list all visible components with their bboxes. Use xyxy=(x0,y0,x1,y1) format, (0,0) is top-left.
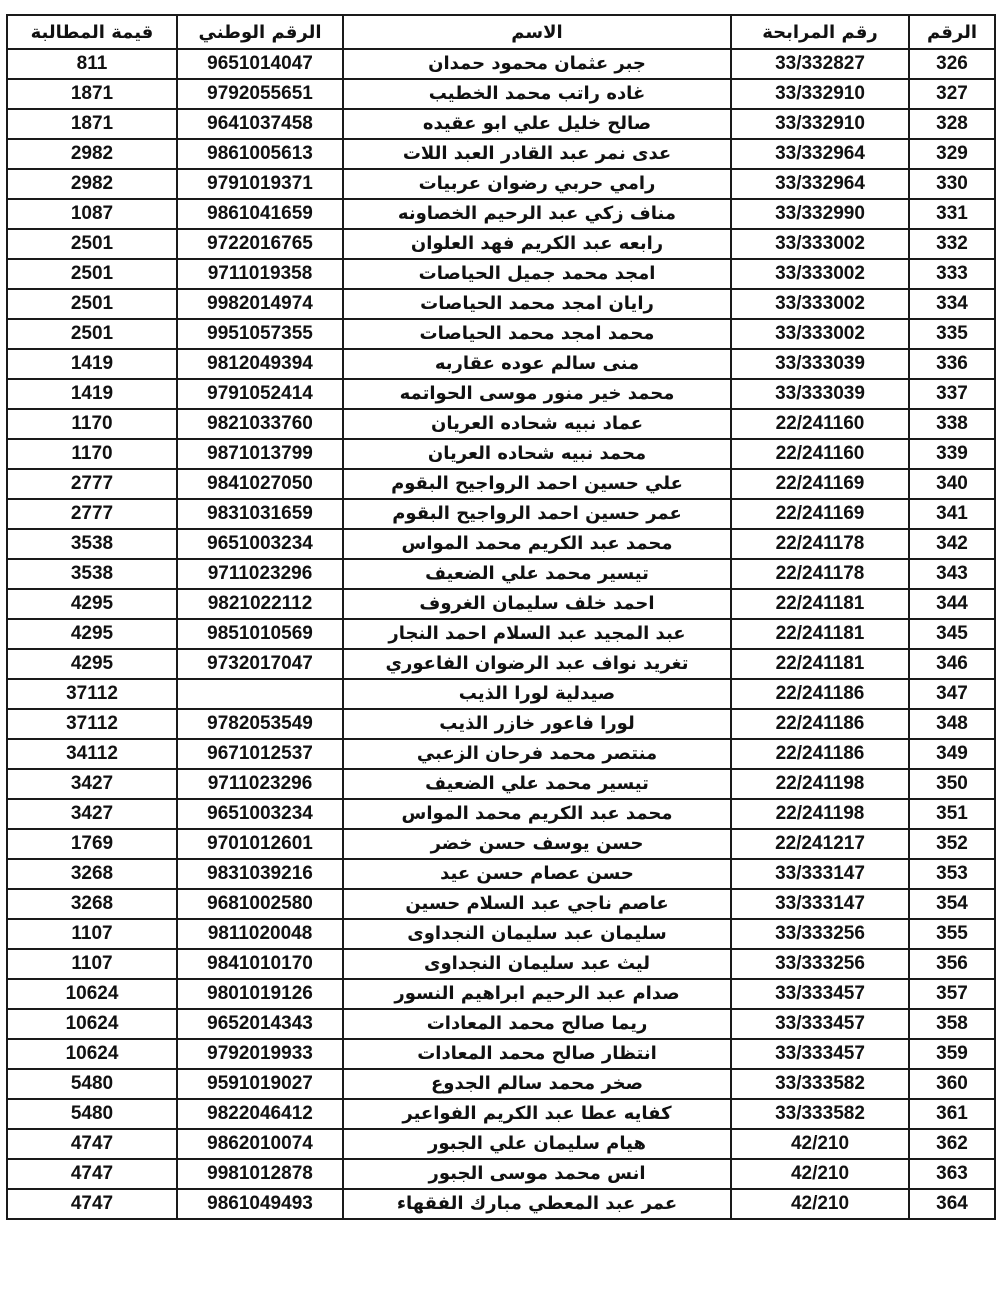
cell-name: حسن عصام حسن عيد xyxy=(343,859,731,889)
cell-national-id: 9821033760 xyxy=(177,409,343,439)
cell-national-id: 9861005613 xyxy=(177,139,343,169)
cell-name: صخر محمد سالم الجدوع xyxy=(343,1069,731,1099)
cell-murabaha-number: 22/241217 xyxy=(731,829,909,859)
cell-index: 336 xyxy=(909,349,995,379)
cell-index: 355 xyxy=(909,919,995,949)
cell-index: 341 xyxy=(909,499,995,529)
cell-index: 361 xyxy=(909,1099,995,1129)
cell-claim-value: 1419 xyxy=(7,349,177,379)
cell-index: 356 xyxy=(909,949,995,979)
table-row xyxy=(7,319,995,349)
cell-claim-value: 1087 xyxy=(7,199,177,229)
table-row xyxy=(7,49,995,79)
cell-index: 363 xyxy=(909,1159,995,1189)
cell-name: محمد عبد الكريم محمد المواس xyxy=(343,529,731,559)
cell-national-id: 9792055651 xyxy=(177,79,343,109)
table-header xyxy=(7,15,995,49)
cell-murabaha-number: 33/332964 xyxy=(731,169,909,199)
table-row xyxy=(7,619,995,649)
cell-name: تيسير محمد علي الضعيف xyxy=(343,769,731,799)
cell-name: تيسير محمد علي الضعيف xyxy=(343,559,731,589)
cell-claim-value: 3427 xyxy=(7,799,177,829)
cell-name: ريما صالح محمد المعادات xyxy=(343,1009,731,1039)
cell-national-id: 9811020048 xyxy=(177,919,343,949)
table-row xyxy=(7,859,995,889)
cell-claim-value: 2982 xyxy=(7,169,177,199)
cell-index: 359 xyxy=(909,1039,995,1069)
header-claim-value: قيمة المطالبة xyxy=(7,15,177,49)
cell-name: انس محمد موسى الجبور xyxy=(343,1159,731,1189)
table-row xyxy=(7,199,995,229)
cell-national-id: 9641037458 xyxy=(177,109,343,139)
cell-claim-value: 2501 xyxy=(7,319,177,349)
cell-murabaha-number: 42/210 xyxy=(731,1189,909,1219)
cell-national-id: 9951057355 xyxy=(177,319,343,349)
cell-national-id: 9982014974 xyxy=(177,289,343,319)
cell-name: رابعه عبد الكريم فهد العلوان xyxy=(343,229,731,259)
cell-murabaha-number: 42/210 xyxy=(731,1129,909,1159)
cell-claim-value: 1107 xyxy=(7,919,177,949)
cell-index: 343 xyxy=(909,559,995,589)
header-row xyxy=(7,15,995,49)
table-row xyxy=(7,949,995,979)
cell-national-id: 9862010074 xyxy=(177,1129,343,1159)
cell-murabaha-number: 33/333256 xyxy=(731,919,909,949)
cell-murabaha-number: 33/333147 xyxy=(731,889,909,919)
cell-claim-value: 1871 xyxy=(7,79,177,109)
claims-sheet xyxy=(6,14,994,1220)
table-row xyxy=(7,559,995,589)
cell-index: 329 xyxy=(909,139,995,169)
cell-murabaha-number: 33/332964 xyxy=(731,139,909,169)
cell-index: 354 xyxy=(909,889,995,919)
cell-claim-value: 1107 xyxy=(7,949,177,979)
cell-index: 331 xyxy=(909,199,995,229)
cell-index: 344 xyxy=(909,589,995,619)
cell-name: منتصر محمد فرحان الزعبي xyxy=(343,739,731,769)
cell-index: 340 xyxy=(909,469,995,499)
cell-murabaha-number: 22/241198 xyxy=(731,769,909,799)
cell-claim-value: 37112 xyxy=(7,709,177,739)
cell-murabaha-number: 33/333582 xyxy=(731,1099,909,1129)
cell-national-id: 9871013799 xyxy=(177,439,343,469)
table-row xyxy=(7,1009,995,1039)
cell-national-id: 9732017047 xyxy=(177,649,343,679)
cell-murabaha-number: 33/333002 xyxy=(731,229,909,259)
cell-murabaha-number: 33/332990 xyxy=(731,199,909,229)
cell-claim-value: 1769 xyxy=(7,829,177,859)
cell-index: 346 xyxy=(909,649,995,679)
cell-index: 339 xyxy=(909,439,995,469)
cell-index: 345 xyxy=(909,619,995,649)
cell-claim-value: 3268 xyxy=(7,889,177,919)
cell-national-id: 9822046412 xyxy=(177,1099,343,1129)
cell-national-id: 9651003234 xyxy=(177,799,343,829)
cell-index: 353 xyxy=(909,859,995,889)
cell-claim-value: 4747 xyxy=(7,1129,177,1159)
cell-national-id: 9671012537 xyxy=(177,739,343,769)
cell-claim-value: 4295 xyxy=(7,649,177,679)
cell-murabaha-number: 33/333457 xyxy=(731,1009,909,1039)
cell-national-id: 9791052414 xyxy=(177,379,343,409)
cell-index: 330 xyxy=(909,169,995,199)
cell-claim-value: 4295 xyxy=(7,589,177,619)
cell-national-id: 9711023296 xyxy=(177,559,343,589)
cell-national-id: 9652014343 xyxy=(177,1009,343,1039)
cell-name: عاصم ناجي عبد السلام حسين xyxy=(343,889,731,919)
cell-name: احمد خلف سليمان الغروف xyxy=(343,589,731,619)
cell-murabaha-number: 22/241181 xyxy=(731,589,909,619)
cell-index: 348 xyxy=(909,709,995,739)
cell-claim-value: 2501 xyxy=(7,229,177,259)
cell-index: 327 xyxy=(909,79,995,109)
cell-murabaha-number: 33/333002 xyxy=(731,259,909,289)
cell-murabaha-number: 22/241186 xyxy=(731,679,909,709)
table-row xyxy=(7,589,995,619)
cell-name: هيام سليمان علي الجبور xyxy=(343,1129,731,1159)
cell-national-id: 9841010170 xyxy=(177,949,343,979)
cell-murabaha-number: 22/241160 xyxy=(731,439,909,469)
cell-murabaha-number: 22/241186 xyxy=(731,739,909,769)
table-body xyxy=(7,49,995,1219)
header-murabaha-number: رقم المرابحة xyxy=(731,15,909,49)
cell-name: لورا فاعور خازر الذيب xyxy=(343,709,731,739)
cell-index: 349 xyxy=(909,739,995,769)
cell-index: 350 xyxy=(909,769,995,799)
cell-name: منى سالم عوده عقاربه xyxy=(343,349,731,379)
table-row xyxy=(7,379,995,409)
cell-claim-value: 4747 xyxy=(7,1159,177,1189)
table-row xyxy=(7,1159,995,1189)
table-row xyxy=(7,889,995,919)
table-row xyxy=(7,829,995,859)
table-row xyxy=(7,409,995,439)
cell-national-id: 9801019126 xyxy=(177,979,343,1009)
cell-claim-value: 34112 xyxy=(7,739,177,769)
cell-index: 338 xyxy=(909,409,995,439)
cell-claim-value: 10624 xyxy=(7,1039,177,1069)
cell-claim-value: 2777 xyxy=(7,499,177,529)
table-row xyxy=(7,229,995,259)
cell-name: عمر حسين احمد الرواجيح البقوم xyxy=(343,499,731,529)
cell-name: محمد عبد الكريم محمد المواس xyxy=(343,799,731,829)
cell-index: 326 xyxy=(909,49,995,79)
header-index: الرقم xyxy=(909,15,995,49)
cell-index: 352 xyxy=(909,829,995,859)
cell-murabaha-number: 33/332827 xyxy=(731,49,909,79)
cell-claim-value: 2501 xyxy=(7,289,177,319)
table-row xyxy=(7,439,995,469)
cell-index: 332 xyxy=(909,229,995,259)
cell-murabaha-number: 22/241178 xyxy=(731,559,909,589)
cell-name: سليمان عبد سليمان النجداوى xyxy=(343,919,731,949)
cell-national-id: 9861049493 xyxy=(177,1189,343,1219)
table-row xyxy=(7,649,995,679)
cell-claim-value: 1871 xyxy=(7,109,177,139)
table-row xyxy=(7,79,995,109)
table-row xyxy=(7,109,995,139)
cell-index: 328 xyxy=(909,109,995,139)
cell-name: ليث عبد سليمان النجداوى xyxy=(343,949,731,979)
cell-national-id: 9981012878 xyxy=(177,1159,343,1189)
cell-name: جبر عثمان محمود حمدان xyxy=(343,49,731,79)
cell-national-id: 9711019358 xyxy=(177,259,343,289)
cell-name: عبد المجيد عبد السلام احمد النجار xyxy=(343,619,731,649)
table-row xyxy=(7,499,995,529)
cell-murabaha-number: 22/241181 xyxy=(731,619,909,649)
table-row xyxy=(7,799,995,829)
cell-index: 357 xyxy=(909,979,995,1009)
cell-index: 358 xyxy=(909,1009,995,1039)
cell-name: رايان امجد محمد الحياصات xyxy=(343,289,731,319)
cell-claim-value: 3538 xyxy=(7,529,177,559)
table-row xyxy=(7,139,995,169)
cell-claim-value: 2982 xyxy=(7,139,177,169)
table-row xyxy=(7,169,995,199)
cell-national-id: 9812049394 xyxy=(177,349,343,379)
cell-national-id: 9831039216 xyxy=(177,859,343,889)
cell-national-id: 9711023296 xyxy=(177,769,343,799)
table-row xyxy=(7,259,995,289)
table-row xyxy=(7,1189,995,1219)
cell-claim-value: 4295 xyxy=(7,619,177,649)
table-row xyxy=(7,1099,995,1129)
cell-claim-value: 1170 xyxy=(7,409,177,439)
cell-national-id: 9831031659 xyxy=(177,499,343,529)
cell-claim-value: 5480 xyxy=(7,1099,177,1129)
cell-murabaha-number: 33/332910 xyxy=(731,79,909,109)
cell-name: محمد امجد محمد الحياصات xyxy=(343,319,731,349)
cell-national-id: 9722016765 xyxy=(177,229,343,259)
table-row xyxy=(7,979,995,1009)
cell-claim-value: 1419 xyxy=(7,379,177,409)
cell-index: 333 xyxy=(909,259,995,289)
cell-murabaha-number: 22/241169 xyxy=(731,469,909,499)
cell-claim-value: 3427 xyxy=(7,769,177,799)
table-row xyxy=(7,769,995,799)
cell-name: عمر عبد المعطي مبارك الفقهاء xyxy=(343,1189,731,1219)
cell-name: رامي حربي رضوان عربيات xyxy=(343,169,731,199)
table-row xyxy=(7,1069,995,1099)
cell-national-id: 9782053549 xyxy=(177,709,343,739)
claims-table xyxy=(6,14,996,1220)
cell-national-id: 9791019371 xyxy=(177,169,343,199)
cell-index: 362 xyxy=(909,1129,995,1159)
cell-national-id: 9792019933 xyxy=(177,1039,343,1069)
cell-national-id: 9651003234 xyxy=(177,529,343,559)
cell-murabaha-number: 22/241181 xyxy=(731,649,909,679)
cell-name: غاده راتب محمد الخطيب xyxy=(343,79,731,109)
table-row xyxy=(7,469,995,499)
cell-claim-value: 37112 xyxy=(7,679,177,709)
cell-national-id xyxy=(177,679,343,709)
cell-murabaha-number: 33/333256 xyxy=(731,949,909,979)
cell-murabaha-number: 22/241198 xyxy=(731,799,909,829)
cell-claim-value: 5480 xyxy=(7,1069,177,1099)
cell-murabaha-number: 33/332910 xyxy=(731,109,909,139)
cell-murabaha-number: 33/333457 xyxy=(731,1039,909,1069)
cell-claim-value: 1170 xyxy=(7,439,177,469)
cell-name: انتظار صالح محمد المعادات xyxy=(343,1039,731,1069)
cell-name: تغريد نواف عبد الرضوان الفاعوري xyxy=(343,649,731,679)
cell-national-id: 9861041659 xyxy=(177,199,343,229)
cell-murabaha-number: 33/333039 xyxy=(731,379,909,409)
cell-name: صيدلية لورا الذيب xyxy=(343,679,731,709)
cell-murabaha-number: 33/333039 xyxy=(731,349,909,379)
table-row xyxy=(7,709,995,739)
cell-index: 334 xyxy=(909,289,995,319)
cell-murabaha-number: 33/333457 xyxy=(731,979,909,1009)
cell-claim-value: 2777 xyxy=(7,469,177,499)
cell-claim-value: 811 xyxy=(7,49,177,79)
table-row xyxy=(7,919,995,949)
cell-murabaha-number: 22/241160 xyxy=(731,409,909,439)
cell-name: عدى نمر عبد القادر العبد اللات xyxy=(343,139,731,169)
cell-name: عماد نبيه شحاده العريان xyxy=(343,409,731,439)
table-row xyxy=(7,1129,995,1159)
cell-name: حسن يوسف حسن خضر xyxy=(343,829,731,859)
table-row xyxy=(7,529,995,559)
cell-murabaha-number: 22/241178 xyxy=(731,529,909,559)
cell-name: محمد نبيه شحاده العريان xyxy=(343,439,731,469)
cell-national-id: 9681002580 xyxy=(177,889,343,919)
cell-claim-value: 2501 xyxy=(7,259,177,289)
cell-index: 364 xyxy=(909,1189,995,1219)
cell-murabaha-number: 22/241169 xyxy=(731,499,909,529)
cell-index: 335 xyxy=(909,319,995,349)
cell-murabaha-number: 33/333582 xyxy=(731,1069,909,1099)
table-row xyxy=(7,349,995,379)
table-row xyxy=(7,739,995,769)
table-row xyxy=(7,1039,995,1069)
cell-claim-value: 10624 xyxy=(7,979,177,1009)
cell-claim-value: 4747 xyxy=(7,1189,177,1219)
cell-murabaha-number: 33/333147 xyxy=(731,859,909,889)
cell-name: امجد محمد جميل الحياصات xyxy=(343,259,731,289)
cell-name: محمد خير منور موسى الحواتمه xyxy=(343,379,731,409)
cell-claim-value: 3538 xyxy=(7,559,177,589)
header-national-id: الرقم الوطني xyxy=(177,15,343,49)
cell-national-id: 9701012601 xyxy=(177,829,343,859)
cell-murabaha-number: 33/333002 xyxy=(731,289,909,319)
cell-index: 347 xyxy=(909,679,995,709)
cell-name: صالح خليل علي ابو عقيده xyxy=(343,109,731,139)
cell-index: 351 xyxy=(909,799,995,829)
cell-national-id: 9821022112 xyxy=(177,589,343,619)
cell-index: 342 xyxy=(909,529,995,559)
cell-index: 337 xyxy=(909,379,995,409)
header-name: الاسم xyxy=(343,15,731,49)
cell-index: 360 xyxy=(909,1069,995,1099)
cell-claim-value: 3268 xyxy=(7,859,177,889)
cell-claim-value: 10624 xyxy=(7,1009,177,1039)
table-row xyxy=(7,679,995,709)
cell-national-id: 9651014047 xyxy=(177,49,343,79)
cell-murabaha-number: 33/333002 xyxy=(731,319,909,349)
cell-name: مناف زكي عبد الرحيم الخصاونه xyxy=(343,199,731,229)
table-row xyxy=(7,289,995,319)
cell-name: كفايه عطا عبد الكريم الفواعير xyxy=(343,1099,731,1129)
cell-national-id: 9851010569 xyxy=(177,619,343,649)
cell-murabaha-number: 42/210 xyxy=(731,1159,909,1189)
cell-national-id: 9591019027 xyxy=(177,1069,343,1099)
cell-murabaha-number: 22/241186 xyxy=(731,709,909,739)
cell-name: علي حسين احمد الرواجيح البقوم xyxy=(343,469,731,499)
cell-name: صدام عبد الرحيم ابراهيم النسور xyxy=(343,979,731,1009)
cell-national-id: 9841027050 xyxy=(177,469,343,499)
